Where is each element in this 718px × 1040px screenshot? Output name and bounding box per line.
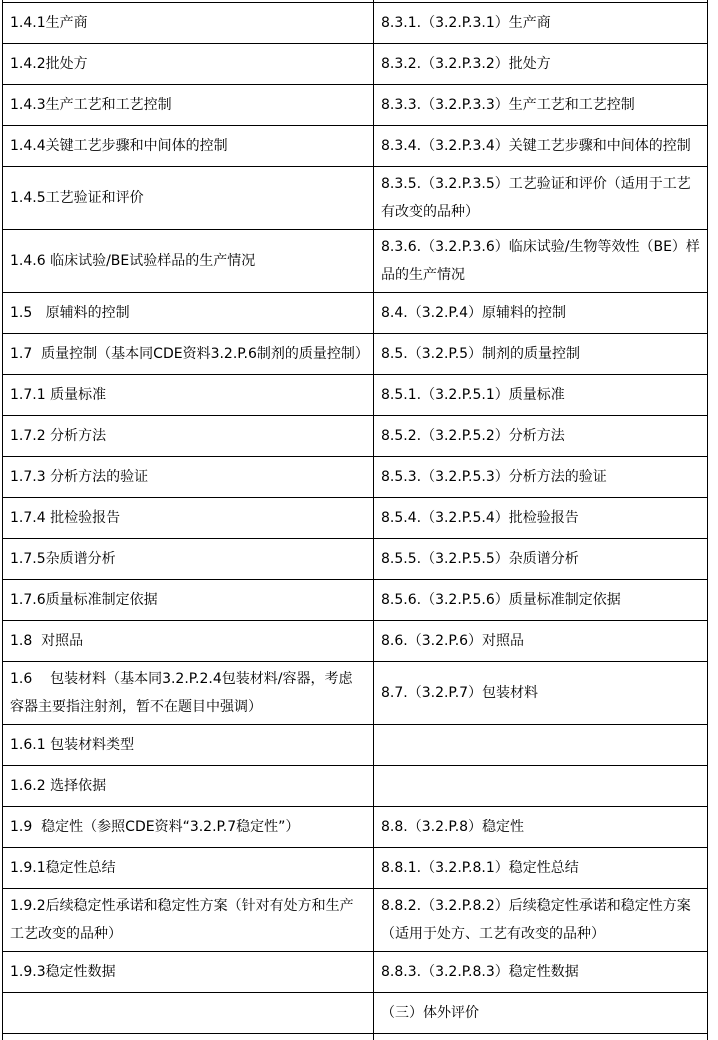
table-cell-right: 8.3.1.（3.2.P.3.1）生产商 xyxy=(374,3,708,44)
table-row xyxy=(3,807,708,848)
table-cell-left: 1.4.5工艺验证和评价 xyxy=(3,167,374,230)
ctd-section-mapping-table xyxy=(2,0,708,1040)
table-cell-right: （三）体外评价 xyxy=(374,993,708,1034)
table-row-clipped-bottom xyxy=(3,1034,708,1040)
table-cell-left: 1.7.6质量标准制定依据 xyxy=(3,580,374,621)
table-cell-right: 8.5.2.（3.2.P.5.2）分析方法 xyxy=(374,416,708,457)
table-cell-right: 8.5.3.（3.2.P.5.3）分析方法的验证 xyxy=(374,457,708,498)
table-row xyxy=(3,293,708,334)
table-cell-right: 8.3.5.（3.2.P.3.5）工艺验证和评价（适用于工艺有改变的品种） xyxy=(374,167,708,230)
table-cell-right: 8.7.（3.2.P.7）包装材料 xyxy=(374,662,708,725)
table-cell-right: 8.5.4.（3.2.P.5.4）批检验报告 xyxy=(374,498,708,539)
table-cell-left xyxy=(3,1034,374,1040)
table-row xyxy=(3,498,708,539)
table-cell-left: 1.6.2 选择依据 xyxy=(3,766,374,807)
table-cell-right: 8.5.5.（3.2.P.5.5）杂质谱分析 xyxy=(374,539,708,580)
table-cell-right: 8.5.（3.2.P.5）制剂的质量控制 xyxy=(374,334,708,375)
table-cell-right: 8.5.6.（3.2.P.5.6）质量标准制定依据 xyxy=(374,580,708,621)
table-cell-left: 1.9 稳定性（参照CDE资料“3.2.P.7稳定性”） xyxy=(3,807,374,848)
table-cell-right: 8.3.6.（3.2.P.3.6）临床试验/生物等效性（BE）样品的生产情况 xyxy=(374,230,708,293)
table-row xyxy=(3,457,708,498)
table-row xyxy=(3,539,708,580)
table-cell-left: 1.7.3 分析方法的验证 xyxy=(3,457,374,498)
table-cell-left: 1.4.1生产商 xyxy=(3,3,374,44)
table-cell-left: 1.7.2 分析方法 xyxy=(3,416,374,457)
table-row xyxy=(3,3,708,44)
table-body xyxy=(3,0,708,1040)
table-cell-left: 1.9.1稳定性总结 xyxy=(3,848,374,889)
table-cell-right: 8.3.4.（3.2.P.3.4）关键工艺步骤和中间体的控制 xyxy=(374,126,708,167)
table-cell-left: 1.6.1 包装材料类型 xyxy=(3,725,374,766)
table-row xyxy=(3,952,708,993)
table-cell-right: 8.4.（3.2.P.4）原辅料的控制 xyxy=(374,293,708,334)
table-cell-left: 1.4.4关键工艺步骤和中间体的控制 xyxy=(3,126,374,167)
table-cell-right: 8.8.3.（3.2.P.8.3）稳定性数据 xyxy=(374,952,708,993)
table-cell-right: 8.6.（3.2.P.6）对照品 xyxy=(374,621,708,662)
table-cell-right xyxy=(374,1034,708,1040)
table-cell-left: 1.7 质量控制（基本同CDE资料3.2.P.6制剂的质量控制） xyxy=(3,334,374,375)
table-cell-left: 1.5 原辅料的控制 xyxy=(3,293,374,334)
table-cell-left: 1.4.3生产工艺和工艺控制 xyxy=(3,85,374,126)
table-cell-left: 1.7.1 质量标准 xyxy=(3,375,374,416)
table-cell-left xyxy=(3,993,374,1034)
table-row xyxy=(3,85,708,126)
table-cell-right: 8.8.1.（3.2.P.8.1）稳定性总结 xyxy=(374,848,708,889)
table-row xyxy=(3,848,708,889)
table-cell-left: 1.4.6 临床试验/BE试验样品的生产情况 xyxy=(3,230,374,293)
table-cell-right: 8.8.（3.2.P.8）稳定性 xyxy=(374,807,708,848)
table-cell-left: 1.9.2后续稳定性承诺和稳定性方案（针对有处方和生产工艺改变的品种） xyxy=(3,889,374,952)
table-row xyxy=(3,230,708,293)
table-cell-right: 8.3.3.（3.2.P.3.3）生产工艺和工艺控制 xyxy=(374,85,708,126)
table-cell-left: 1.8 对照品 xyxy=(3,621,374,662)
table-row xyxy=(3,334,708,375)
table-row xyxy=(3,167,708,230)
table-row xyxy=(3,621,708,662)
table-row xyxy=(3,416,708,457)
table-cell-right xyxy=(374,766,708,807)
table-cell-right: 8.5.1.（3.2.P.5.1）质量标准 xyxy=(374,375,708,416)
table-cell-left: 1.7.5杂质谱分析 xyxy=(3,539,374,580)
table-cell-left: 1.7.4 批检验报告 xyxy=(3,498,374,539)
table-cell-right xyxy=(374,725,708,766)
table-row xyxy=(3,889,708,952)
table-row xyxy=(3,725,708,766)
table-row xyxy=(3,44,708,85)
table-cell-left: 1.4.2批处方 xyxy=(3,44,374,85)
table-cell-left: 1.6 包装材料（基本同3.2.P.2.4包装材料/容器，考虑容器主要指注射剂，暂不在题目中强调） xyxy=(3,662,374,725)
table-row xyxy=(3,766,708,807)
table-cell-right: 8.3.2.（3.2.P.3.2）批处方 xyxy=(374,44,708,85)
table-cell-right: 8.8.2.（3.2.P.8.2）后续稳定性承诺和稳定性方案 （适用于处方、工艺有改变的品种） xyxy=(374,889,708,952)
table-row xyxy=(3,375,708,416)
table-cell-left: 1.9.3稳定性数据 xyxy=(3,952,374,993)
table-row xyxy=(3,580,708,621)
table-row xyxy=(3,993,708,1034)
table-row xyxy=(3,662,708,725)
table-row xyxy=(3,126,708,167)
